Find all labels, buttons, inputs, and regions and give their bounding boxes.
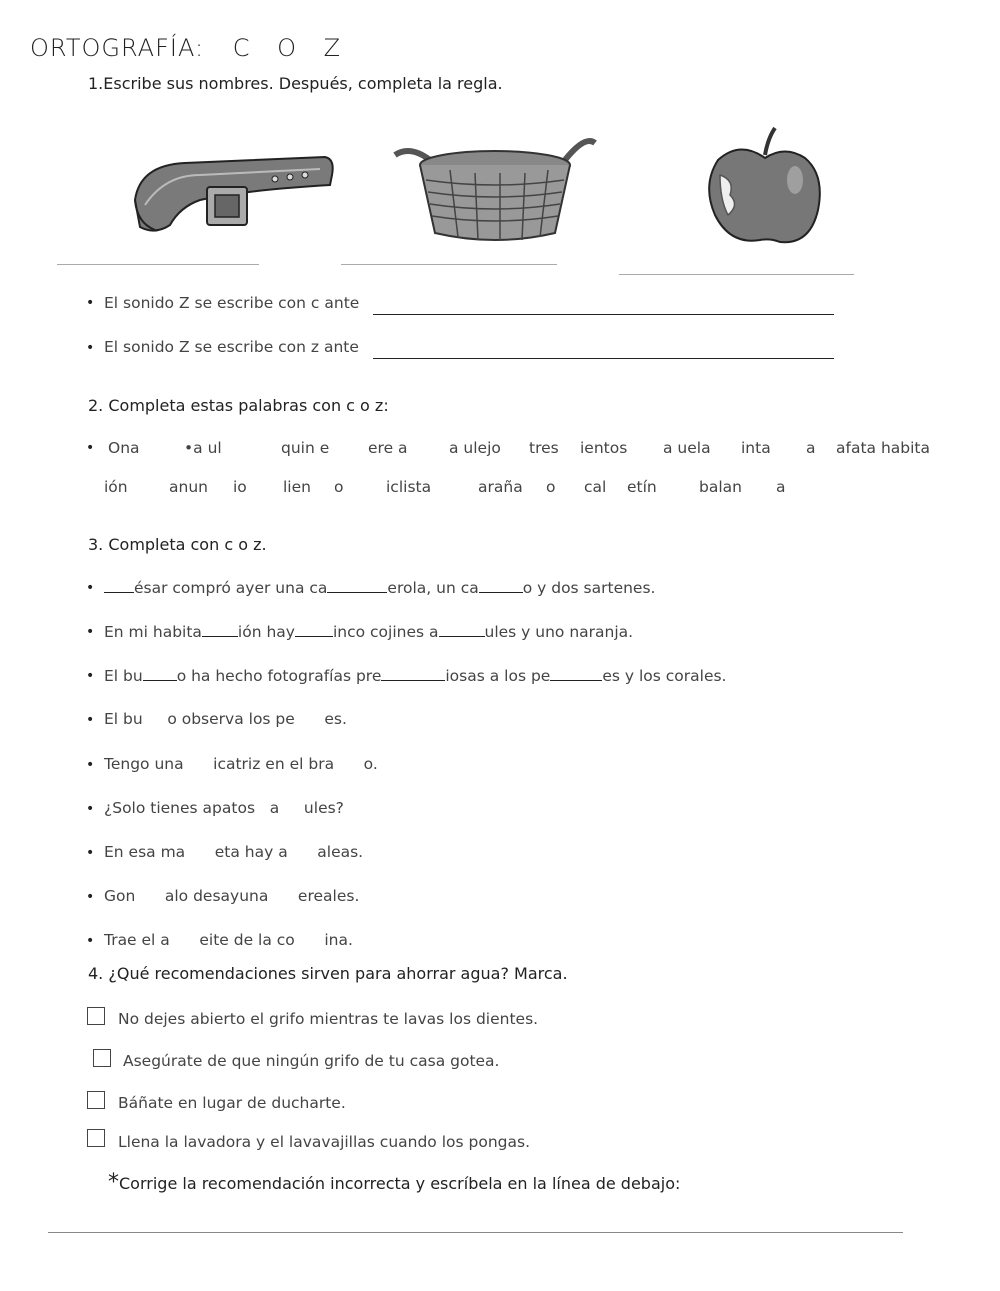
blank[interactable] (327, 578, 387, 593)
word: araña (478, 478, 523, 496)
correction-answer-line[interactable] (48, 1232, 903, 1233)
sentence-4: El bu o observa los pe es. (104, 710, 347, 728)
word: ión (104, 478, 128, 496)
bullet: • (86, 845, 95, 861)
word: lien (283, 478, 311, 496)
belt-illustration (125, 145, 340, 240)
blank[interactable] (550, 666, 602, 681)
checkbox[interactable] (87, 1091, 105, 1109)
apple-illustration (700, 120, 830, 250)
ex4-instruction: 4. ¿Qué recomendaciones sirven para ahorrar agua? Marca. (88, 964, 568, 983)
word: ientos (580, 439, 628, 457)
blank[interactable] (479, 578, 523, 593)
bullet: • (86, 933, 95, 949)
title-letter-z: Z (323, 34, 341, 62)
bullet: • (86, 440, 95, 456)
sentence-2: En mi habita ión hay inco cojines a ules y uno naranja. (104, 623, 634, 641)
blank[interactable] (439, 622, 485, 637)
blank[interactable] (104, 578, 134, 593)
word: o (334, 478, 344, 496)
word: cal (584, 478, 607, 496)
word: io (233, 478, 247, 496)
answer-line-apple[interactable] (619, 274, 854, 275)
bullet: • (86, 624, 95, 640)
basket-illustration (390, 125, 605, 245)
word: a uela (663, 439, 711, 457)
word: o (546, 478, 556, 496)
word: quin e (281, 439, 330, 457)
blank[interactable] (202, 622, 238, 637)
bullet: • (86, 580, 95, 596)
bullet: • (86, 757, 95, 773)
page-title (30, 34, 340, 62)
rule-z: El sonido Z se escribe con z ante (104, 338, 359, 356)
ex2-instruction: 2. Completa estas palabras con c o z: (88, 396, 389, 415)
rule-c: El sonido Z se escribe con c ante (104, 294, 360, 312)
correction-note: *Corrige la recomendación incorrecta y escríbela en la línea de debajo: (108, 1170, 681, 1195)
title-letter-c: C (232, 34, 250, 62)
sentence-8: Gon alo desayuna ereales. (104, 887, 360, 905)
answer-line-basket[interactable] (341, 264, 557, 265)
bullet: • (86, 668, 95, 684)
sentence-9: Trae el a eite de la co ina. (104, 931, 353, 949)
word: a (806, 439, 816, 457)
bullet: • (86, 712, 95, 728)
sentence-1: ésar compró ayer una ca erola, un ca o y dos sartenes. (104, 578, 655, 597)
word: a ulejo (449, 439, 501, 457)
word: Ona (108, 439, 140, 457)
word: •a ul (184, 439, 222, 457)
checkbox[interactable] (93, 1049, 111, 1067)
sentence-6: ¿Solo tienes apatos a ules? (104, 799, 344, 817)
word: etín (627, 478, 657, 496)
sentence-3: El bu o ha hecho fotografías pre iosas a los pe es y los corales. (104, 667, 727, 685)
blank[interactable] (143, 666, 177, 681)
title-letter-o: O (277, 34, 296, 62)
blank[interactable] (295, 622, 333, 637)
title-text: ORTOGRAFÍA: (30, 34, 205, 62)
word: balan (699, 478, 742, 496)
option-2: Asegúrate de que ningún grifo de tu casa gotea. (123, 1052, 500, 1070)
bullet: • (86, 295, 95, 311)
answer-line-belt[interactable] (57, 264, 259, 265)
blank[interactable] (381, 666, 445, 681)
option-3: Báñate en lugar de ducharte. (118, 1094, 346, 1112)
word: inta (741, 439, 771, 457)
word: ere a (368, 439, 408, 457)
rule-c-line[interactable] (373, 314, 834, 315)
checkbox[interactable] (87, 1129, 105, 1147)
ex1-instruction: 1.Escribe sus nombres. Después, completa la regla. (88, 74, 503, 93)
sentence-7: En esa ma eta hay a aleas. (104, 843, 364, 861)
sentence-5: Tengo una icatriz en el bra o. (104, 755, 378, 773)
word: afata habita (836, 439, 930, 457)
bullet: • (86, 340, 95, 356)
bullet: • (86, 801, 95, 817)
word: anun (169, 478, 208, 496)
word: tres (529, 439, 559, 457)
word: iclista (386, 478, 432, 496)
option-4: Llena la lavadora y el lavavajillas cuando los pongas. (118, 1133, 530, 1151)
word: a (776, 478, 786, 496)
bullet: • (86, 889, 95, 905)
rule-z-line[interactable] (373, 358, 834, 359)
asterisk: * (108, 1170, 119, 1195)
checkbox[interactable] (87, 1007, 105, 1025)
option-1: No dejes abierto el grifo mientras te lavas los dientes. (118, 1010, 539, 1028)
ex3-instruction: 3. Completa con c o z. (88, 535, 267, 554)
